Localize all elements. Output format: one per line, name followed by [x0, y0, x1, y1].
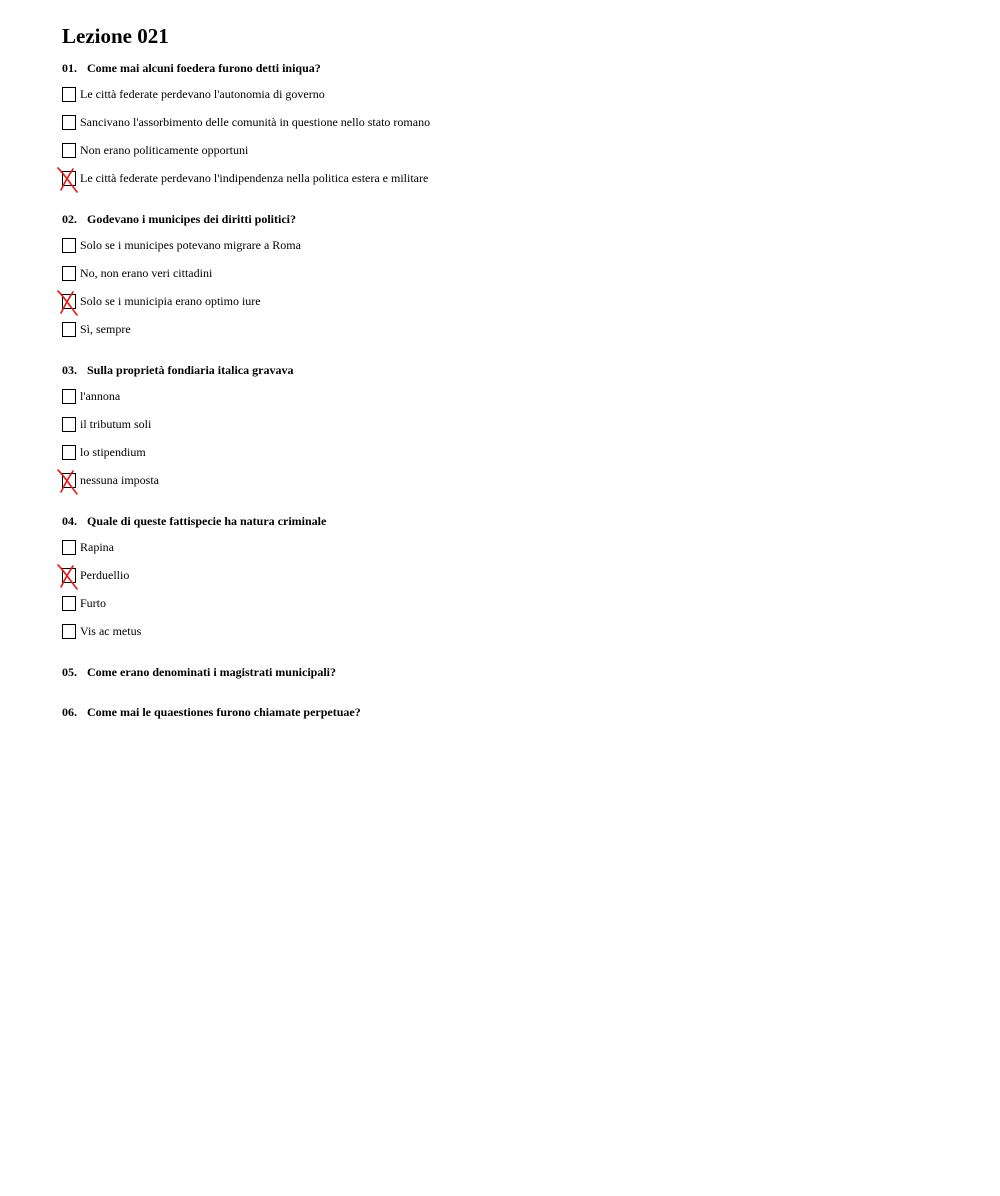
answer-text: nessuna imposta	[80, 473, 159, 487]
question-text: Come mai alcuni foedera furono detti iniqua?	[87, 61, 321, 75]
question-2	[62, 211, 296, 227]
answer-checkbox[interactable]	[62, 266, 76, 281]
answer-checkbox[interactable]	[62, 171, 76, 186]
question-text: Come mai le quaestiones furono chiamate perpetuae?	[87, 705, 361, 719]
question-1	[62, 60, 321, 76]
answer-text: lo stipendium	[80, 445, 146, 459]
answer-text: Solo se i municipes potevano migrare a Roma	[80, 238, 301, 252]
answer-checkbox[interactable]	[62, 445, 76, 460]
answer-text: Perduellio	[80, 568, 130, 582]
answer-text: Furto	[80, 596, 107, 610]
answer-checkbox[interactable]	[62, 238, 76, 253]
answer-text: Non erano politicamente opportuni	[80, 143, 249, 157]
question-number: 06.	[62, 705, 77, 719]
question-5	[62, 664, 336, 680]
answer-checkbox[interactable]	[62, 568, 76, 583]
question-6	[62, 704, 361, 720]
answer-text: Vis ac metus	[80, 624, 142, 638]
question-text: Quale di queste fattispecie ha natura criminale	[87, 514, 327, 528]
answer-checkbox[interactable]	[62, 540, 76, 555]
answer-checkbox[interactable]	[62, 87, 76, 102]
answer-text: Sì, sempre	[80, 322, 131, 336]
question-text: Come erano denominati i magistrati municipali?	[87, 665, 336, 679]
answer-checkbox[interactable]	[62, 143, 76, 158]
question-number: 05.	[62, 665, 77, 679]
question-text: Godevano i municipes dei diritti politici?	[87, 212, 297, 226]
answer-text: Le città federate perdevano l'autonomia di governo	[80, 87, 325, 101]
question-number: 04.	[62, 514, 77, 528]
answer-text: l'annona	[80, 389, 121, 403]
answer-checkbox[interactable]	[62, 417, 76, 432]
answer-checkbox[interactable]	[62, 115, 76, 130]
answer-text: No, non erano veri cittadini	[80, 266, 213, 280]
question-3	[62, 362, 293, 378]
answer-text: Solo se i municipia erano optimo iure	[80, 294, 261, 308]
answer-checkbox[interactable]	[62, 596, 76, 611]
answer-checkbox[interactable]	[62, 389, 76, 404]
question-4	[62, 513, 326, 529]
answer-text: il tributum soli	[80, 417, 152, 431]
answer-checkbox[interactable]	[62, 624, 76, 639]
answer-text: Sancivano l'assorbimento delle comunità in questione nello stato romano	[80, 115, 431, 129]
question-number: 01.	[62, 61, 77, 75]
page-title: Lezione 021	[62, 24, 169, 48]
question-number: 02.	[62, 212, 77, 226]
answer-checkbox[interactable]	[62, 473, 76, 488]
question-text: Sulla proprietà fondiaria italica gravava	[87, 363, 294, 377]
question-number: 03.	[62, 363, 77, 377]
answer-text: Rapina	[80, 540, 114, 554]
answer-checkbox[interactable]	[62, 322, 76, 337]
answer-checkbox[interactable]	[62, 294, 76, 309]
answer-text: Le città federate perdevano l'indipendenza nella politica estera e militare	[80, 171, 429, 185]
